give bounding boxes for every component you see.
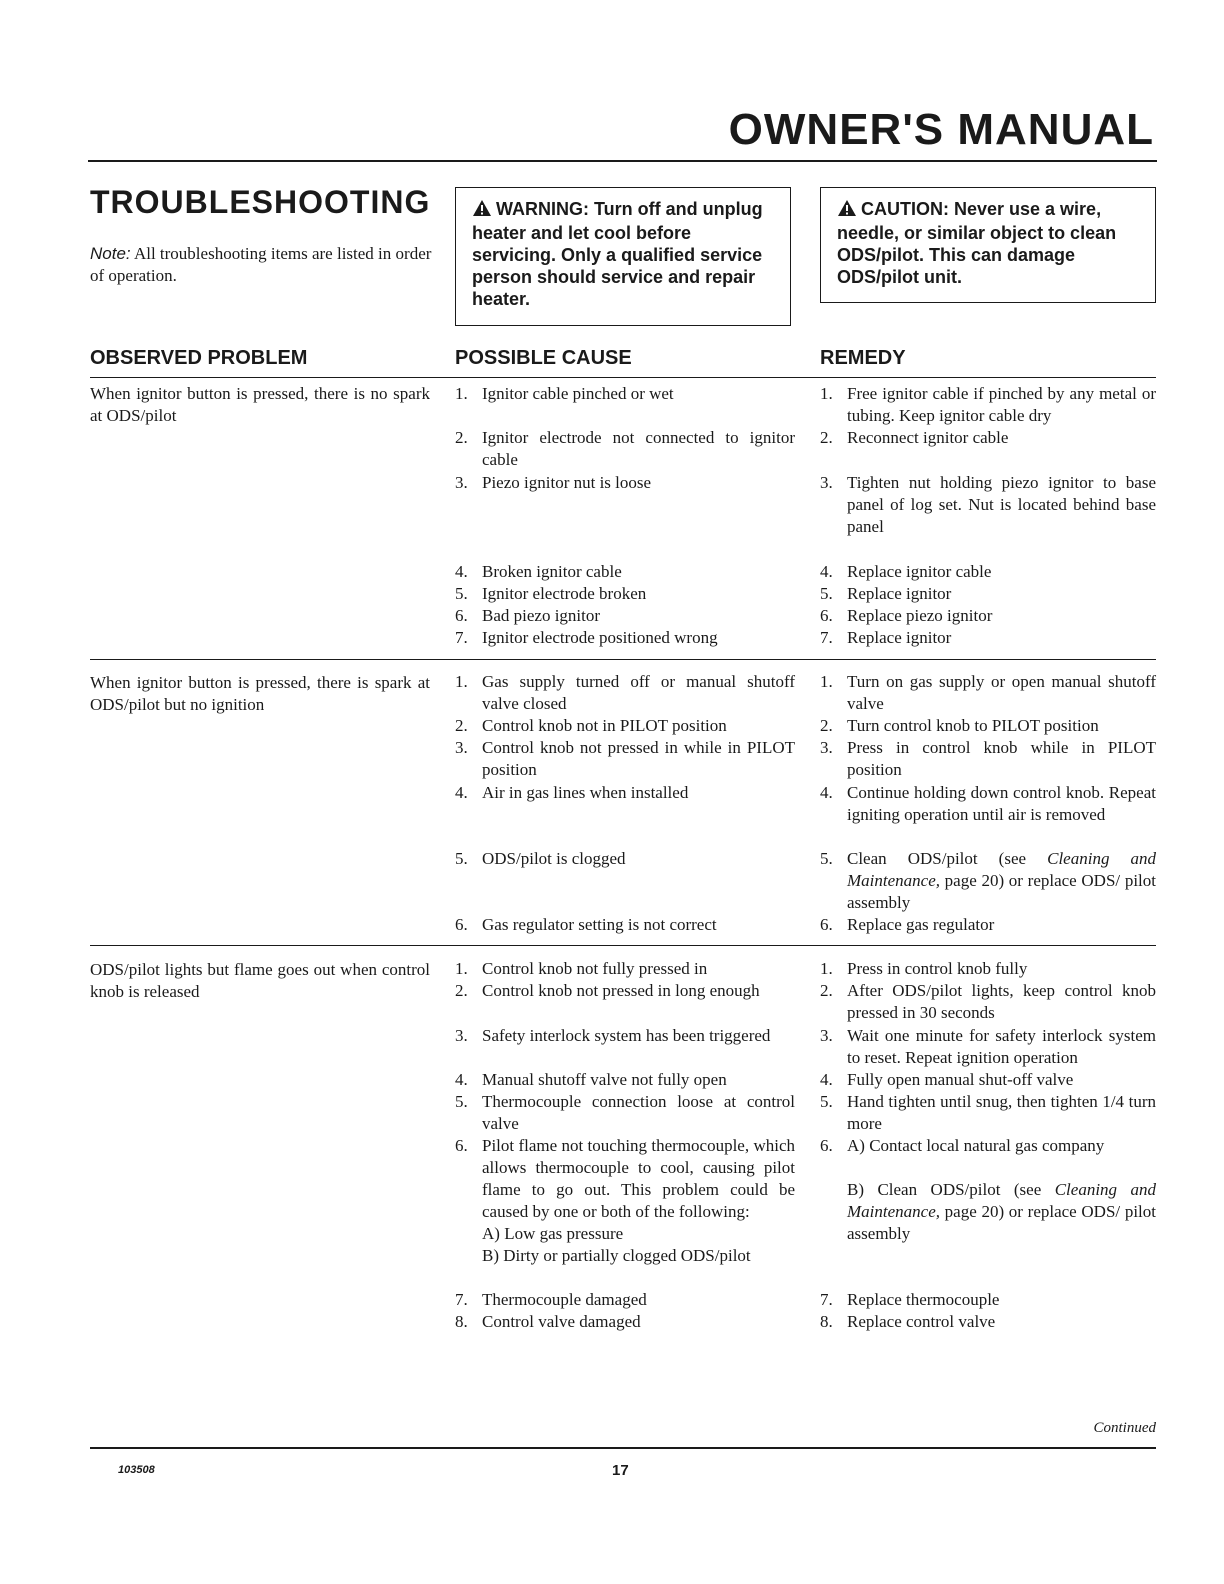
item-number: 3. [820,473,833,492]
item-number: 4. [820,783,833,802]
remedy-text: Replace ignitor cable [847,562,992,581]
remedy-item [820,980,1156,1024]
item-number: 6. [820,1136,833,1155]
remedy-item [820,671,1156,715]
item-number: 4. [455,783,468,802]
cause-text: Control knob not fully pressed in [482,959,708,978]
caution-box [820,187,1156,303]
cause-item [455,1135,795,1267]
item-number: 3. [455,473,468,492]
manual-title: OWNER'S MANUAL [728,105,1154,154]
remedy-item [820,383,1156,427]
item-number: 3. [455,1026,468,1045]
item-number: 2. [455,428,468,447]
remedy-text: Press in control knob fully [847,959,1028,978]
item-number: 5. [455,849,468,868]
item-number: 2. [455,981,468,1000]
item-number: 1. [820,959,833,978]
remedy-text: Replace ignitor [847,628,952,647]
item-number: 5. [820,1092,833,1111]
remedy-item [820,583,1156,605]
cause-item [455,1311,795,1333]
item-number: 6. [455,606,468,625]
cause-text: Gas regulator setting is not correct [482,915,717,934]
header-divider [88,160,1157,162]
item-number: 1. [820,672,833,691]
remedy-item [820,1179,1156,1245]
item-number: 5. [820,584,833,603]
item-number: 5. [455,584,468,603]
cause-item [455,1289,795,1311]
cause-item [455,605,795,627]
cause-item [455,427,795,471]
remedy-text-pre: B) Clean ODS/pilot (see [847,1180,1055,1199]
remedy-text: Replace gas regulator [847,915,995,934]
warning-text: WARNING: Turn off and unplug heater and let cool before servicing. Only a qualified service person should service and repair heater. [472,199,763,309]
caution-text: CAUTION: Never use a wire, needle, or similar object to clean ODS/pilot. This can damage ODS/pilot unit. [837,199,1117,287]
remedy-text: Free ignitor cable if pinched by any metal or tubing. Keep ignitor cable dry [847,384,1156,425]
cause-text: Ignitor electrode broken [482,584,647,603]
remedy-item [820,1311,1156,1333]
remedy-item [820,782,1156,826]
item-number: 6. [455,1136,468,1155]
problem-text: When ignitor button is pressed, there is no spark at ODS/pilot [90,384,430,425]
cause-text: Ignitor electrode positioned wrong [482,628,718,647]
cause-item [455,1069,795,1091]
item-number: 2. [820,716,833,735]
cause-text: Pilot flame not touching thermocouple, which allows thermocouple to cool, causing pilot flame to go out. This problem could be caused by one or both of the following: [482,1136,795,1221]
cause-item [455,737,795,781]
item-number: 4. [455,1070,468,1089]
cause-item [455,958,795,980]
item-number: 1. [455,959,468,978]
remedy-item [820,1289,1156,1311]
cause-text: Thermocouple damaged [482,1290,647,1309]
cause-item [455,627,795,649]
remedy-text [847,848,1156,914]
problem-text: ODS/pilot lights but flame goes out when control knob is released [90,960,430,1001]
remedy-text: Tighten nut holding piezo ignitor to base panel of log set. Nut is located behind base panel [847,473,1156,536]
remedy-item [820,1091,1156,1135]
column-header-problem: OBSERVED PROBLEM [90,347,308,369]
caution-triangle-icon [837,199,857,222]
remedy-item [820,605,1156,627]
remedy-text-post: page 20) or replace ODS/ pilot assembly [847,1202,1156,1243]
cause-item [455,980,795,1002]
problem-text: When ignitor button is pressed, there is spark at ODS/pilot but no ignition [90,673,430,714]
item-number: 2. [455,716,468,735]
item-number: 8. [820,1312,833,1331]
cause-item [455,561,795,583]
cause-text: Manual shutoff valve not fully open [482,1070,727,1089]
cause-text: Air in gas lines when installed [482,783,689,802]
remedy-text-post: page 20) or replace ODS/ pilot assembly [847,871,1156,912]
remedy-text: Replace piezo ignitor [847,606,993,625]
note [90,243,435,287]
cause-text: ODS/pilot is clogged [482,849,626,868]
item-number: 2. [820,428,833,447]
cause-item [455,1025,795,1047]
document-number: 103508 [118,1464,155,1476]
cause-text: Control valve damaged [482,1312,641,1331]
remedy-text: Replace ignitor [847,584,952,603]
item-number: 1. [455,672,468,691]
item-number: 7. [455,1290,468,1309]
cause-item [455,914,795,936]
remedy-item [820,1025,1156,1069]
remedy-text: Turn control knob to PILOT position [847,716,1099,735]
item-number: 7. [820,628,833,647]
remedy-text: Wait one minute for safety interlock system to reset. Repeat ignition operation [847,1026,1156,1067]
remedy-text: Replace thermocouple [847,1290,1000,1309]
remedy-item [820,848,1156,914]
cause-item [455,1091,795,1135]
remedy-item [820,561,1156,583]
item-number: 7. [455,628,468,647]
item-number: 6. [820,915,833,934]
footer-divider [90,1447,1156,1449]
item-number: 5. [820,849,833,868]
page-number: 17 [612,1462,629,1479]
remedy-item [820,1135,1156,1157]
continued-label: Continued [1093,1420,1156,1436]
cause-text: Thermocouple connection loose at control valve [482,1092,795,1133]
remedy-item [820,472,1156,538]
cause-item [455,782,795,804]
cause-text: Ignitor cable pinched or wet [482,384,674,403]
item-number: 6. [455,915,468,934]
warning-box [455,187,791,326]
remedy-item [820,627,1156,649]
remedy-text [847,1179,1156,1245]
warning-triangle-icon [472,199,492,222]
cause-text: Control knob not pressed in while in PILOT position [482,738,795,779]
item-number: 8. [455,1312,468,1331]
section-title: TROUBLESHOOTING [90,184,431,220]
cause-item [455,472,795,494]
remedy-item [820,715,1156,737]
column-header-cause: POSSIBLE CAUSE [455,347,632,369]
cause-text: Broken ignitor cable [482,562,622,581]
cause-text: Gas supply turned off or manual shutoff valve closed [482,672,795,713]
item-number: 1. [820,384,833,403]
cause-item [455,671,795,715]
remedy-text: Fully open manual shut-off valve [847,1070,1074,1089]
cause-text: Bad piezo ignitor [482,606,601,625]
column-header-remedy: REMEDY [820,347,906,369]
item-number: 5. [455,1092,468,1111]
item-number: 1. [455,384,468,403]
cause-item [455,583,795,605]
remedy-item [820,914,1156,936]
cause-item [455,848,795,870]
remedy-ref-italic: Cleaning and Maintenance, [847,1180,1156,1221]
cause-text: Piezo ignitor nut is loose [482,473,652,492]
remedy-item [820,958,1156,980]
cause-text: Ignitor electrode not connected to ignitor cable [482,428,795,469]
item-number: 6. [820,606,833,625]
item-number: 3. [820,738,833,757]
remedy-item [820,737,1156,781]
item-number: 3. [820,1026,833,1045]
remedy-text-pre: Clean ODS/pilot (see [847,849,1048,868]
cause-subitem: A) Low gas pressure [482,1224,624,1243]
remedy-text: Reconnect ignitor cable [847,428,1009,447]
remedy-text: Hand tighten until snug, then tighten 1/4 turn more [847,1092,1156,1133]
cause-text: Safety interlock system has been triggered [482,1026,771,1045]
cause-subitem: B) Dirty or partially clogged ODS/pilot [482,1246,751,1265]
row-divider [90,945,1156,946]
remedy-text: Press in control knob while in PILOT position [847,738,1156,779]
cause-text: Control knob not in PILOT position [482,716,727,735]
remedy-text: Continue holding down control knob. Repeat igniting operation until air is removed [847,783,1156,824]
remedy-text: After ODS/pilot lights, keep control knob pressed in 30 seconds [847,981,1156,1022]
item-number: 2. [820,981,833,1000]
remedy-text: A) Contact local natural gas company [847,1136,1105,1155]
remedy-text: Turn on gas supply or open manual shutoff valve [847,672,1156,713]
header-rule [90,377,1156,378]
item-number: 4. [455,562,468,581]
cause-text: Control knob not pressed in long enough [482,981,760,1000]
note-text: All troubleshooting items are listed in order of operation. [90,244,432,285]
item-number: 7. [820,1290,833,1309]
remedy-text: Replace control valve [847,1312,996,1331]
note-lead: Note: [90,244,131,263]
item-number: 4. [820,562,833,581]
remedy-ref-italic: Cleaning and Maintenance, [847,849,1156,890]
item-number: 4. [820,1070,833,1089]
remedy-item [820,1069,1156,1091]
remedy-item [820,427,1156,449]
cause-item [455,383,795,405]
row-divider [90,659,1156,660]
cause-item [455,715,795,737]
item-number: 3. [455,738,468,757]
